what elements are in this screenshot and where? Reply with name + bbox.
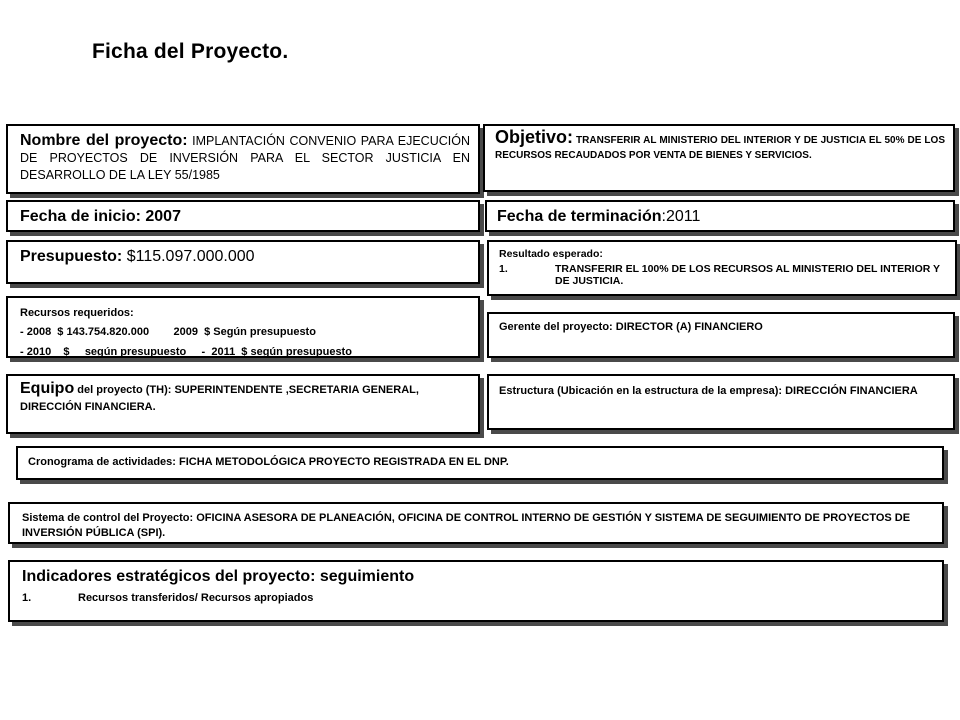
gerente-label: Gerente del proyecto: [499,321,613,333]
fecha-inicio-box [6,200,480,232]
gerente-box [487,312,955,358]
equipo-label-big: Equipo [20,380,75,397]
fecha-inicio-value: 2007 [145,208,181,225]
resultado-box [487,240,957,296]
equipo-label-rest: del proyecto (TH): [77,384,172,396]
estructura-box [487,374,955,430]
fecha-terminacion-label: Fecha de terminación [497,208,662,225]
resultado-label: Resultado esperado: [499,248,603,260]
nombre-proyecto-value: IMPLANTACIÓN CONVENIO PARA EJECUCIÓN DE PROYECTOS DE INVERSIÓN PARA EL SECTOR JUSTICIA EN DESARROLLO DE LA LEY 55/1985 [20,134,470,182]
resultado-item [499,263,947,287]
indicadores-box [8,560,944,622]
presupuesto-label: Presupuesto: [20,248,123,265]
nombre-proyecto-label: Nombre del proyecto: [20,132,188,149]
estructura-value: DIRECCIÓN FINANCIERA [785,385,918,397]
recursos-line-2010-2011: - 2010 $ según presupuesto - 2011 $ según presupuesto [20,346,352,358]
fecha-terminacion-box [485,200,955,232]
presupuesto-value: $115.097.000.000 [126,248,255,265]
resultado-item-text: TRANSFERIR EL 100% DE LOS RECURSOS AL MINISTERIO DEL INTERIOR Y DE JUSTICIA. [555,263,940,287]
indicadores-item-text: Recursos transferidos/ Recursos apropiados [78,592,314,604]
page-title: Ficha del Proyecto. [92,40,289,63]
recursos-box [6,296,480,358]
control-value: OFICINA ASESORA DE PLANEACIÓN, OFICINA DE CONTROL INTERNO DE GESTIÓN Y SISTEMA DE SEGUIMIENTO DE PROYECTOS DE INVERSIÓN PÚBLICA (SPI). [22,512,911,539]
cronograma-box [16,446,944,480]
equipo-box [6,374,480,434]
control-box [8,502,944,544]
cronograma-value: FICHA METODOLÓGICA PROYECTO REGISTRADA EN EL DNP. [179,456,509,468]
cronograma-label: Cronograma de actividades: [28,456,176,468]
fecha-inicio-label: Fecha de inicio: [20,208,141,225]
estructura-label: Estructura (Ubicación en la estructura de la empresa): [499,385,783,397]
indicadores-item-number: 1. [22,592,32,604]
fecha-terminacion-value: :2011 [661,208,701,225]
objetivo-label: Objetivo: [495,127,574,147]
nombre-proyecto-box [6,124,480,194]
equipo-value: SUPERINTENDENTE ,SECRETARIA GENERAL, DIRECCIÓN FINANCIERA. [20,384,419,413]
recursos-label: Recursos requeridos: [20,307,134,319]
gerente-value: DIRECTOR (A) FINANCIERO [615,321,763,333]
indicadores-label: Indicadores estratégicos del proyecto: seguimiento [22,568,415,585]
recursos-line-2008-2009: - 2008 $ 143.754.820.000 2009 $ Según presupuesto [20,326,316,338]
control-label: Sistema de control del Proyecto: [22,512,194,524]
objetivo-box [483,124,955,192]
resultado-item-number: 1. [499,263,508,275]
indicadores-item [22,592,932,604]
objetivo-value: TRANSFERIR AL MINISTERIO DEL INTERIOR Y DE JUSTICIA EL 50% DE LOS RECURSOS RECAUDADOS POR VENTA DE BIENES Y SERVICIOS. [495,135,945,161]
presupuesto-box [6,240,480,284]
